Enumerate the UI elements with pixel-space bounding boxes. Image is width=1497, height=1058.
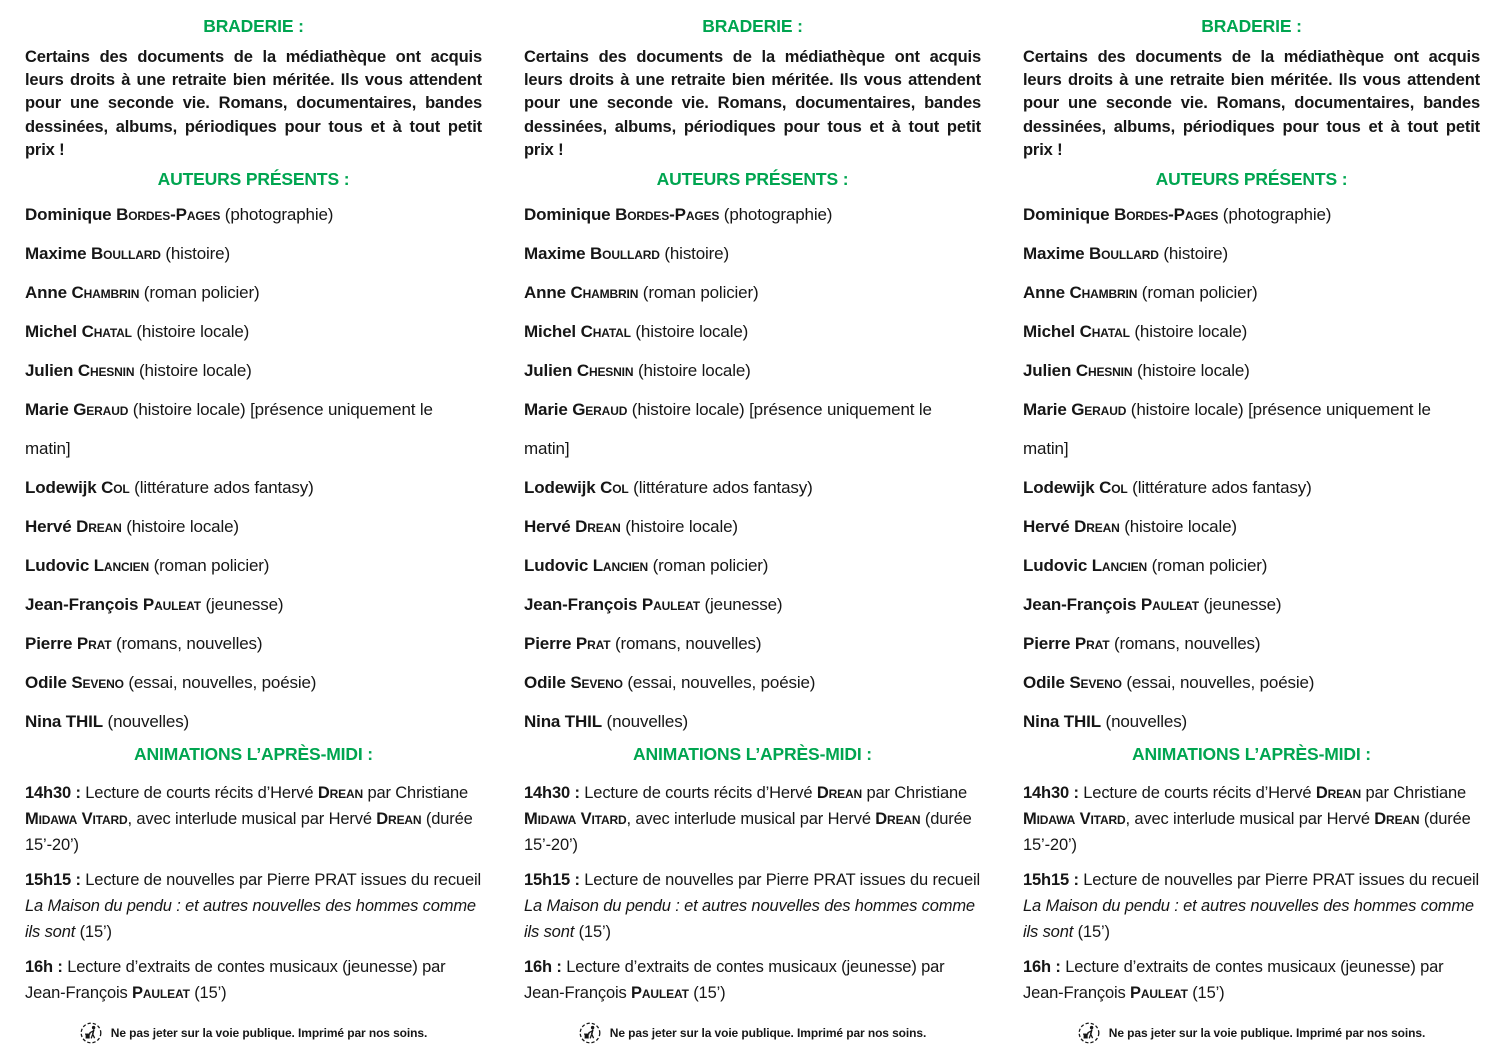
author-line <box>524 585 981 624</box>
text-segment: Maxime <box>1023 244 1090 264</box>
text-segment: Nina THIL <box>524 712 602 732</box>
flyer-panel <box>998 0 1497 1058</box>
text-segment: (essai, nouvelles, poésie) <box>1121 673 1315 693</box>
braderie-paragraph: Certains des documents de la médiathèque ont acquis leurs droits à une retraite bien méritée. Ils vous attendent pour une seconde vie. Romans, documentaires, bandes dessinées, albums, périodiques pour tous et à tout petit prix ! <box>524 48 981 159</box>
text-segment: Drean <box>875 810 921 829</box>
text-segment: Lecture de courts récits d’Hervé <box>80 784 318 803</box>
text-segment: (durée 15’-20’) <box>25 810 478 855</box>
animation-item <box>25 954 482 1006</box>
text-segment: Chambrin <box>71 283 140 303</box>
author-line <box>25 390 482 468</box>
text-segment: Seveno <box>71 673 124 693</box>
text-segment: Drean <box>1374 810 1420 829</box>
text-segment: (jeunesse) <box>200 595 284 615</box>
author-line <box>1023 663 1480 702</box>
text-segment: (nouvelles) <box>1100 712 1188 732</box>
animations-list <box>1023 768 1484 1006</box>
text-segment: (histoire locale) <box>134 361 252 381</box>
text-segment: (roman policier) <box>149 556 270 576</box>
text-segment: Ludovic <box>1023 556 1092 576</box>
text-segment: Chatal <box>81 322 132 342</box>
text-segment: Lecture d’extraits de contes musicaux (jeunesse) par Jean-François <box>1023 958 1448 1003</box>
text-segment: par Christiane <box>1361 784 1471 803</box>
author-line <box>25 663 482 702</box>
author-line <box>1023 468 1480 507</box>
text-segment: (durée 15’-20’) <box>1023 810 1476 855</box>
text-segment: (histoire locale) [présence uniquement le matin] <box>1023 400 1436 459</box>
text-segment: Col <box>1099 478 1128 498</box>
text-segment: (photographie) <box>220 205 334 225</box>
text-segment: Lecture de nouvelles par Pierre PRAT issues du recueil <box>1078 871 1484 890</box>
auteurs-presents-heading: AUTEURS PRÉSENTS : <box>157 169 350 190</box>
text-segment: Midawa Vitard <box>1023 810 1126 829</box>
text-segment: Michel <box>25 322 82 342</box>
text-segment: (essai, nouvelles, poésie) <box>123 673 317 693</box>
text-segment: Dominique <box>25 205 117 225</box>
author-line <box>1023 702 1480 741</box>
author-line <box>1023 234 1480 273</box>
author-line <box>1023 546 1480 585</box>
text-segment: Lecture de nouvelles par Pierre PRAT issues du recueil <box>579 871 985 890</box>
auteurs-presents-heading: AUTEURS PRÉSENTS : <box>656 169 849 190</box>
text-segment: Pierre <box>524 634 576 654</box>
text-segment: (romans, nouvelles) <box>610 634 762 654</box>
text-segment: (nouvelles) <box>102 712 190 732</box>
text-segment: Seveno <box>1069 673 1122 693</box>
panel-footer <box>25 1022 482 1046</box>
text-segment: Ludovic <box>524 556 593 576</box>
text-segment: (roman policier) <box>139 283 260 303</box>
text-segment: Lecture de courts récits d’Hervé <box>1078 784 1316 803</box>
text-segment: Drean <box>816 784 863 803</box>
braderie-paragraph: Certains des documents de la médiathèque ont acquis leurs droits à une retraite bien méritée. Ils vous attendent pour une seconde vie. Romans, documentaires, bandes dessinées, albums, périodiques pour tous et à tout petit prix ! <box>1023 48 1480 159</box>
author-line <box>524 195 981 234</box>
author-line <box>1023 273 1480 312</box>
text-segment: (histoire locale) <box>1132 361 1250 381</box>
auteurs-presents-heading: AUTEURS PRÉSENTS : <box>1155 169 1348 190</box>
flyer-panel <box>0 0 499 1058</box>
text-segment: 14h30 : <box>524 784 580 803</box>
text-segment: 14h30 : <box>1023 784 1079 803</box>
text-segment: 15h15 : <box>25 871 81 890</box>
text-segment: Michel <box>524 322 581 342</box>
text-segment: Nina THIL <box>25 712 103 732</box>
authors-list <box>1023 195 1480 741</box>
text-segment: Midawa Vitard <box>25 810 128 829</box>
text-segment: Marie <box>524 400 573 420</box>
text-segment: Odile <box>524 673 571 693</box>
author-line <box>1023 390 1480 468</box>
text-segment: Lodewijk <box>25 478 102 498</box>
text-segment: (roman policier) <box>1137 283 1258 303</box>
text-segment: (jeunesse) <box>699 595 783 615</box>
text-segment: (photographie) <box>719 205 833 225</box>
authors-list <box>524 195 981 741</box>
text-segment: Marie <box>1023 400 1072 420</box>
author-line <box>524 663 981 702</box>
text-segment: 15h15 : <box>524 871 580 890</box>
author-line <box>25 585 482 624</box>
text-segment: Nina THIL <box>1023 712 1101 732</box>
text-segment: Julien <box>25 361 78 381</box>
author-line <box>1023 195 1480 234</box>
text-segment: Lecture d’extraits de contes musicaux (jeunesse) par Jean-François <box>25 958 450 1003</box>
panel-footer <box>1023 1022 1480 1046</box>
text-segment: Hervé <box>524 517 576 537</box>
text-segment: Chambrin <box>570 283 639 303</box>
text-segment: Geraud <box>572 400 628 420</box>
text-segment: (histoire) <box>1158 244 1228 264</box>
text-segment: Prat <box>575 634 611 654</box>
text-segment: (15’) <box>189 984 227 1003</box>
animation-item <box>524 867 985 945</box>
author-line <box>25 351 482 390</box>
text-segment: La Maison du pendu : et autres nouvelles des hommes comme ils sont <box>25 897 481 942</box>
text-segment: Lancien <box>1091 556 1148 576</box>
text-segment: Pauleat <box>641 595 700 615</box>
text-segment: (histoire locale) <box>633 361 751 381</box>
text-segment: Drean <box>317 784 364 803</box>
text-segment: , avec interlude musical par Hervé <box>626 810 876 829</box>
text-segment: Dominique <box>1023 205 1115 225</box>
text-segment: (littérature ados fantasy) <box>628 478 813 498</box>
text-segment: 15h15 : <box>1023 871 1079 890</box>
text-segment: (15’) <box>688 984 726 1003</box>
text-segment: Drean <box>376 810 422 829</box>
text-segment: (roman policier) <box>638 283 759 303</box>
text-segment: (roman policier) <box>1147 556 1268 576</box>
text-segment: (histoire locale) <box>1129 322 1248 342</box>
text-segment: Bordes-Pages <box>1114 205 1219 225</box>
text-segment: (15’) <box>75 923 112 942</box>
animations-heading: ANIMATIONS L’APRÈS-MIDI : <box>134 744 373 765</box>
author-line <box>524 273 981 312</box>
text-segment: (histoire) <box>160 244 230 264</box>
text-segment: Anne <box>1023 283 1070 303</box>
text-segment: Col <box>600 478 629 498</box>
text-segment: (histoire) <box>659 244 729 264</box>
tidyman-ne-pas-jeter-icon <box>1078 1022 1100 1044</box>
authors-list <box>25 195 482 741</box>
text-segment: Prat <box>1074 634 1110 654</box>
text-segment: (15’) <box>1073 923 1110 942</box>
text-segment: Maxime <box>25 244 92 264</box>
text-segment: Bordes-Pages <box>615 205 720 225</box>
text-segment: (15’) <box>1187 984 1225 1003</box>
text-segment: Lancien <box>93 556 150 576</box>
animation-item <box>25 867 486 945</box>
text-segment: Odile <box>25 673 72 693</box>
text-segment: Lodewijk <box>524 478 601 498</box>
text-segment: Pauleat <box>1140 595 1199 615</box>
text-segment: Anne <box>524 283 571 303</box>
text-segment: Hervé <box>1023 517 1075 537</box>
panel-footer <box>524 1022 981 1046</box>
text-segment: Lancien <box>592 556 649 576</box>
text-segment: Lecture de courts récits d’Hervé <box>579 784 817 803</box>
animations-list <box>25 768 486 1006</box>
text-segment: par Christiane <box>363 784 473 803</box>
footer-text: Ne pas jeter sur la voie publique. Imprimé par nos soins. <box>110 1026 428 1040</box>
author-line <box>25 195 482 234</box>
text-segment: Pauleat <box>132 984 190 1003</box>
text-segment: (roman policier) <box>648 556 769 576</box>
braderie-heading: BRADERIE : <box>1201 16 1302 36</box>
text-segment: Geraud <box>1071 400 1127 420</box>
text-segment: (histoire locale) <box>620 517 738 537</box>
author-line <box>25 273 482 312</box>
text-segment: Jean-François <box>1023 595 1141 615</box>
animation-item <box>1023 780 1480 858</box>
text-segment: (littérature ados fantasy) <box>129 478 314 498</box>
text-segment: Prat <box>76 634 112 654</box>
animation-item <box>1023 867 1484 945</box>
text-segment: 16h : <box>1023 958 1061 977</box>
text-segment: (jeunesse) <box>1198 595 1282 615</box>
author-line <box>25 468 482 507</box>
text-segment: (15’) <box>574 923 611 942</box>
animation-item <box>524 780 981 858</box>
text-segment: , avec interlude musical par Hervé <box>127 810 377 829</box>
text-segment: Chesnin <box>576 361 634 381</box>
flyer-panel <box>499 0 998 1058</box>
text-segment: , avec interlude musical par Hervé <box>1125 810 1375 829</box>
text-segment: Pierre <box>1023 634 1075 654</box>
text-segment: Boullard <box>590 244 660 264</box>
text-segment: (histoire locale) <box>630 322 749 342</box>
text-segment: Col <box>101 478 130 498</box>
author-line <box>25 234 482 273</box>
text-segment: 14h30 : <box>25 784 81 803</box>
text-segment: (photographie) <box>1218 205 1332 225</box>
text-segment: Chatal <box>1079 322 1130 342</box>
text-segment: Marie <box>25 400 74 420</box>
text-segment: Hervé <box>25 517 77 537</box>
text-segment: (littérature ados fantasy) <box>1127 478 1312 498</box>
text-segment: Pauleat <box>142 595 201 615</box>
animation-item <box>1023 954 1480 1006</box>
author-line <box>25 702 482 741</box>
animations-heading: ANIMATIONS L’APRÈS-MIDI : <box>1132 744 1371 765</box>
animation-item <box>524 954 981 1006</box>
author-line <box>524 468 981 507</box>
text-segment: Chesnin <box>1075 361 1133 381</box>
text-segment: Midawa Vitard <box>524 810 627 829</box>
author-line <box>524 507 981 546</box>
braderie-paragraph: Certains des documents de la médiathèque ont acquis leurs droits à une retraite bien méritée. Ils vous attendent pour une seconde vie. Romans, documentaires, bandes dessinées, albums, périodiques pour tous et à tout petit prix ! <box>25 48 482 159</box>
text-segment: Chambrin <box>1069 283 1138 303</box>
text-segment: Ludovic <box>25 556 94 576</box>
author-line <box>25 312 482 351</box>
text-segment: Lecture d’extraits de contes musicaux (jeunesse) par Jean-François <box>524 958 949 1003</box>
author-line <box>1023 624 1480 663</box>
text-segment: Lecture de nouvelles par Pierre PRAT issues du recueil <box>80 871 486 890</box>
text-segment: Maxime <box>524 244 591 264</box>
author-line <box>1023 585 1480 624</box>
animation-item <box>25 780 482 858</box>
text-segment: Drean <box>575 517 621 537</box>
author-line <box>524 624 981 663</box>
text-segment: Jean-François <box>25 595 143 615</box>
text-segment: (durée 15’-20’) <box>524 810 977 855</box>
footer-text: Ne pas jeter sur la voie publique. Imprimé par nos soins. <box>609 1026 927 1040</box>
text-segment: Drean <box>1315 784 1362 803</box>
text-segment: (histoire locale) <box>1119 517 1237 537</box>
author-line <box>524 546 981 585</box>
tidyman-ne-pas-jeter-icon <box>579 1022 601 1044</box>
author-line <box>524 702 981 741</box>
text-segment: Geraud <box>73 400 129 420</box>
text-segment: Odile <box>1023 673 1070 693</box>
tidyman-ne-pas-jeter-icon <box>80 1022 102 1044</box>
text-segment: Julien <box>524 361 577 381</box>
author-line <box>524 312 981 351</box>
text-segment: Bordes-Pages <box>116 205 221 225</box>
braderie-heading: BRADERIE : <box>702 16 803 36</box>
text-segment: (histoire locale) <box>121 517 239 537</box>
author-line <box>1023 312 1480 351</box>
text-segment: Seveno <box>570 673 623 693</box>
text-segment: (histoire locale) [présence uniquement le matin] <box>25 400 438 459</box>
text-segment: Drean <box>76 517 122 537</box>
text-segment: Boullard <box>91 244 161 264</box>
text-segment: Michel <box>1023 322 1080 342</box>
text-segment: Dominique <box>524 205 616 225</box>
text-segment: Chatal <box>580 322 631 342</box>
animations-list <box>524 768 985 1006</box>
text-segment: Pauleat <box>1130 984 1188 1003</box>
text-segment: (romans, nouvelles) <box>1109 634 1261 654</box>
author-line <box>25 624 482 663</box>
text-segment: Lodewijk <box>1023 478 1100 498</box>
footer-text: Ne pas jeter sur la voie publique. Imprimé par nos soins. <box>1108 1026 1426 1040</box>
author-line <box>1023 351 1480 390</box>
text-segment: (histoire locale) [présence uniquement le matin] <box>524 400 937 459</box>
text-segment: Pauleat <box>631 984 689 1003</box>
text-segment: Pierre <box>25 634 77 654</box>
author-line <box>25 546 482 585</box>
text-segment: Julien <box>1023 361 1076 381</box>
braderie-heading: BRADERIE : <box>203 16 304 36</box>
author-line <box>25 507 482 546</box>
text-segment: La Maison du pendu : et autres nouvelles des hommes comme ils sont <box>524 897 980 942</box>
text-segment: (romans, nouvelles) <box>111 634 263 654</box>
text-segment: Chesnin <box>77 361 135 381</box>
text-segment: Jean-François <box>524 595 642 615</box>
animations-heading: ANIMATIONS L’APRÈS-MIDI : <box>633 744 872 765</box>
text-segment: 16h : <box>25 958 63 977</box>
text-segment: Boullard <box>1089 244 1159 264</box>
text-segment: Anne <box>25 283 72 303</box>
text-segment: (nouvelles) <box>601 712 689 732</box>
author-line <box>524 351 981 390</box>
text-segment: 16h : <box>524 958 562 977</box>
text-segment: Drean <box>1074 517 1120 537</box>
text-segment: par Christiane <box>862 784 972 803</box>
author-line <box>524 234 981 273</box>
text-segment: La Maison du pendu : et autres nouvelles des hommes comme ils sont <box>1023 897 1479 942</box>
text-segment: (essai, nouvelles, poésie) <box>622 673 816 693</box>
author-line <box>524 390 981 468</box>
author-line <box>1023 507 1480 546</box>
text-segment: (histoire locale) <box>131 322 250 342</box>
